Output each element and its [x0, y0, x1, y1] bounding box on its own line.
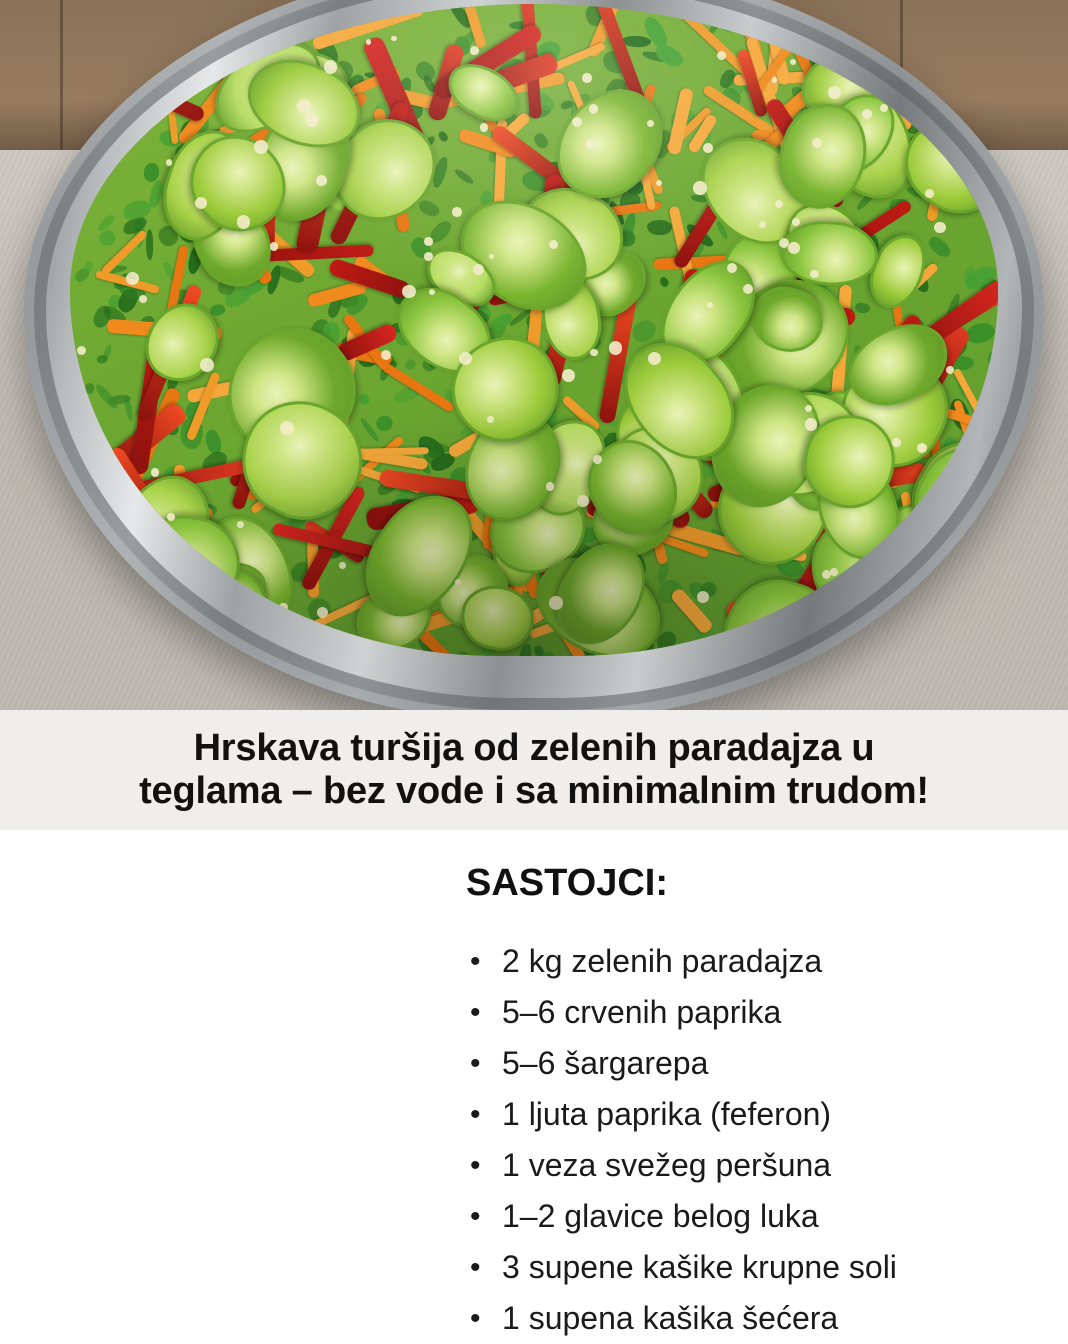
list-item: • 1 ljuta paprika (feferon)	[502, 1089, 1068, 1140]
ingredients-list	[466, 936, 1068, 1344]
recipe-body	[0, 830, 1068, 1335]
list-item: • 1–2 glavice belog luka	[502, 1191, 1068, 1242]
ingredients-heading: SASTOJCI:	[466, 862, 669, 904]
title-line-2: teglama – bez vode i sa minimalnim trudom!	[139, 770, 929, 812]
metal-bowl	[24, 0, 1044, 715]
list-item: • 5–6 crvenih paprika	[502, 987, 1068, 1038]
list-item: • 1 supena kašika šećera	[502, 1293, 1068, 1344]
title-line-1: Hrskava turšija od zelenih paradajza u	[193, 727, 875, 770]
list-item: • 3 supene kašike krupne soli	[502, 1242, 1068, 1293]
salad-contents	[70, 4, 998, 656]
list-item: • 1 veza svežeg peršuna	[502, 1140, 1068, 1191]
list-item: • 5–6 šargarepa	[502, 1038, 1068, 1089]
title-banner	[0, 710, 1068, 830]
list-item: • 2 kg zelenih paradajza	[502, 936, 1068, 987]
